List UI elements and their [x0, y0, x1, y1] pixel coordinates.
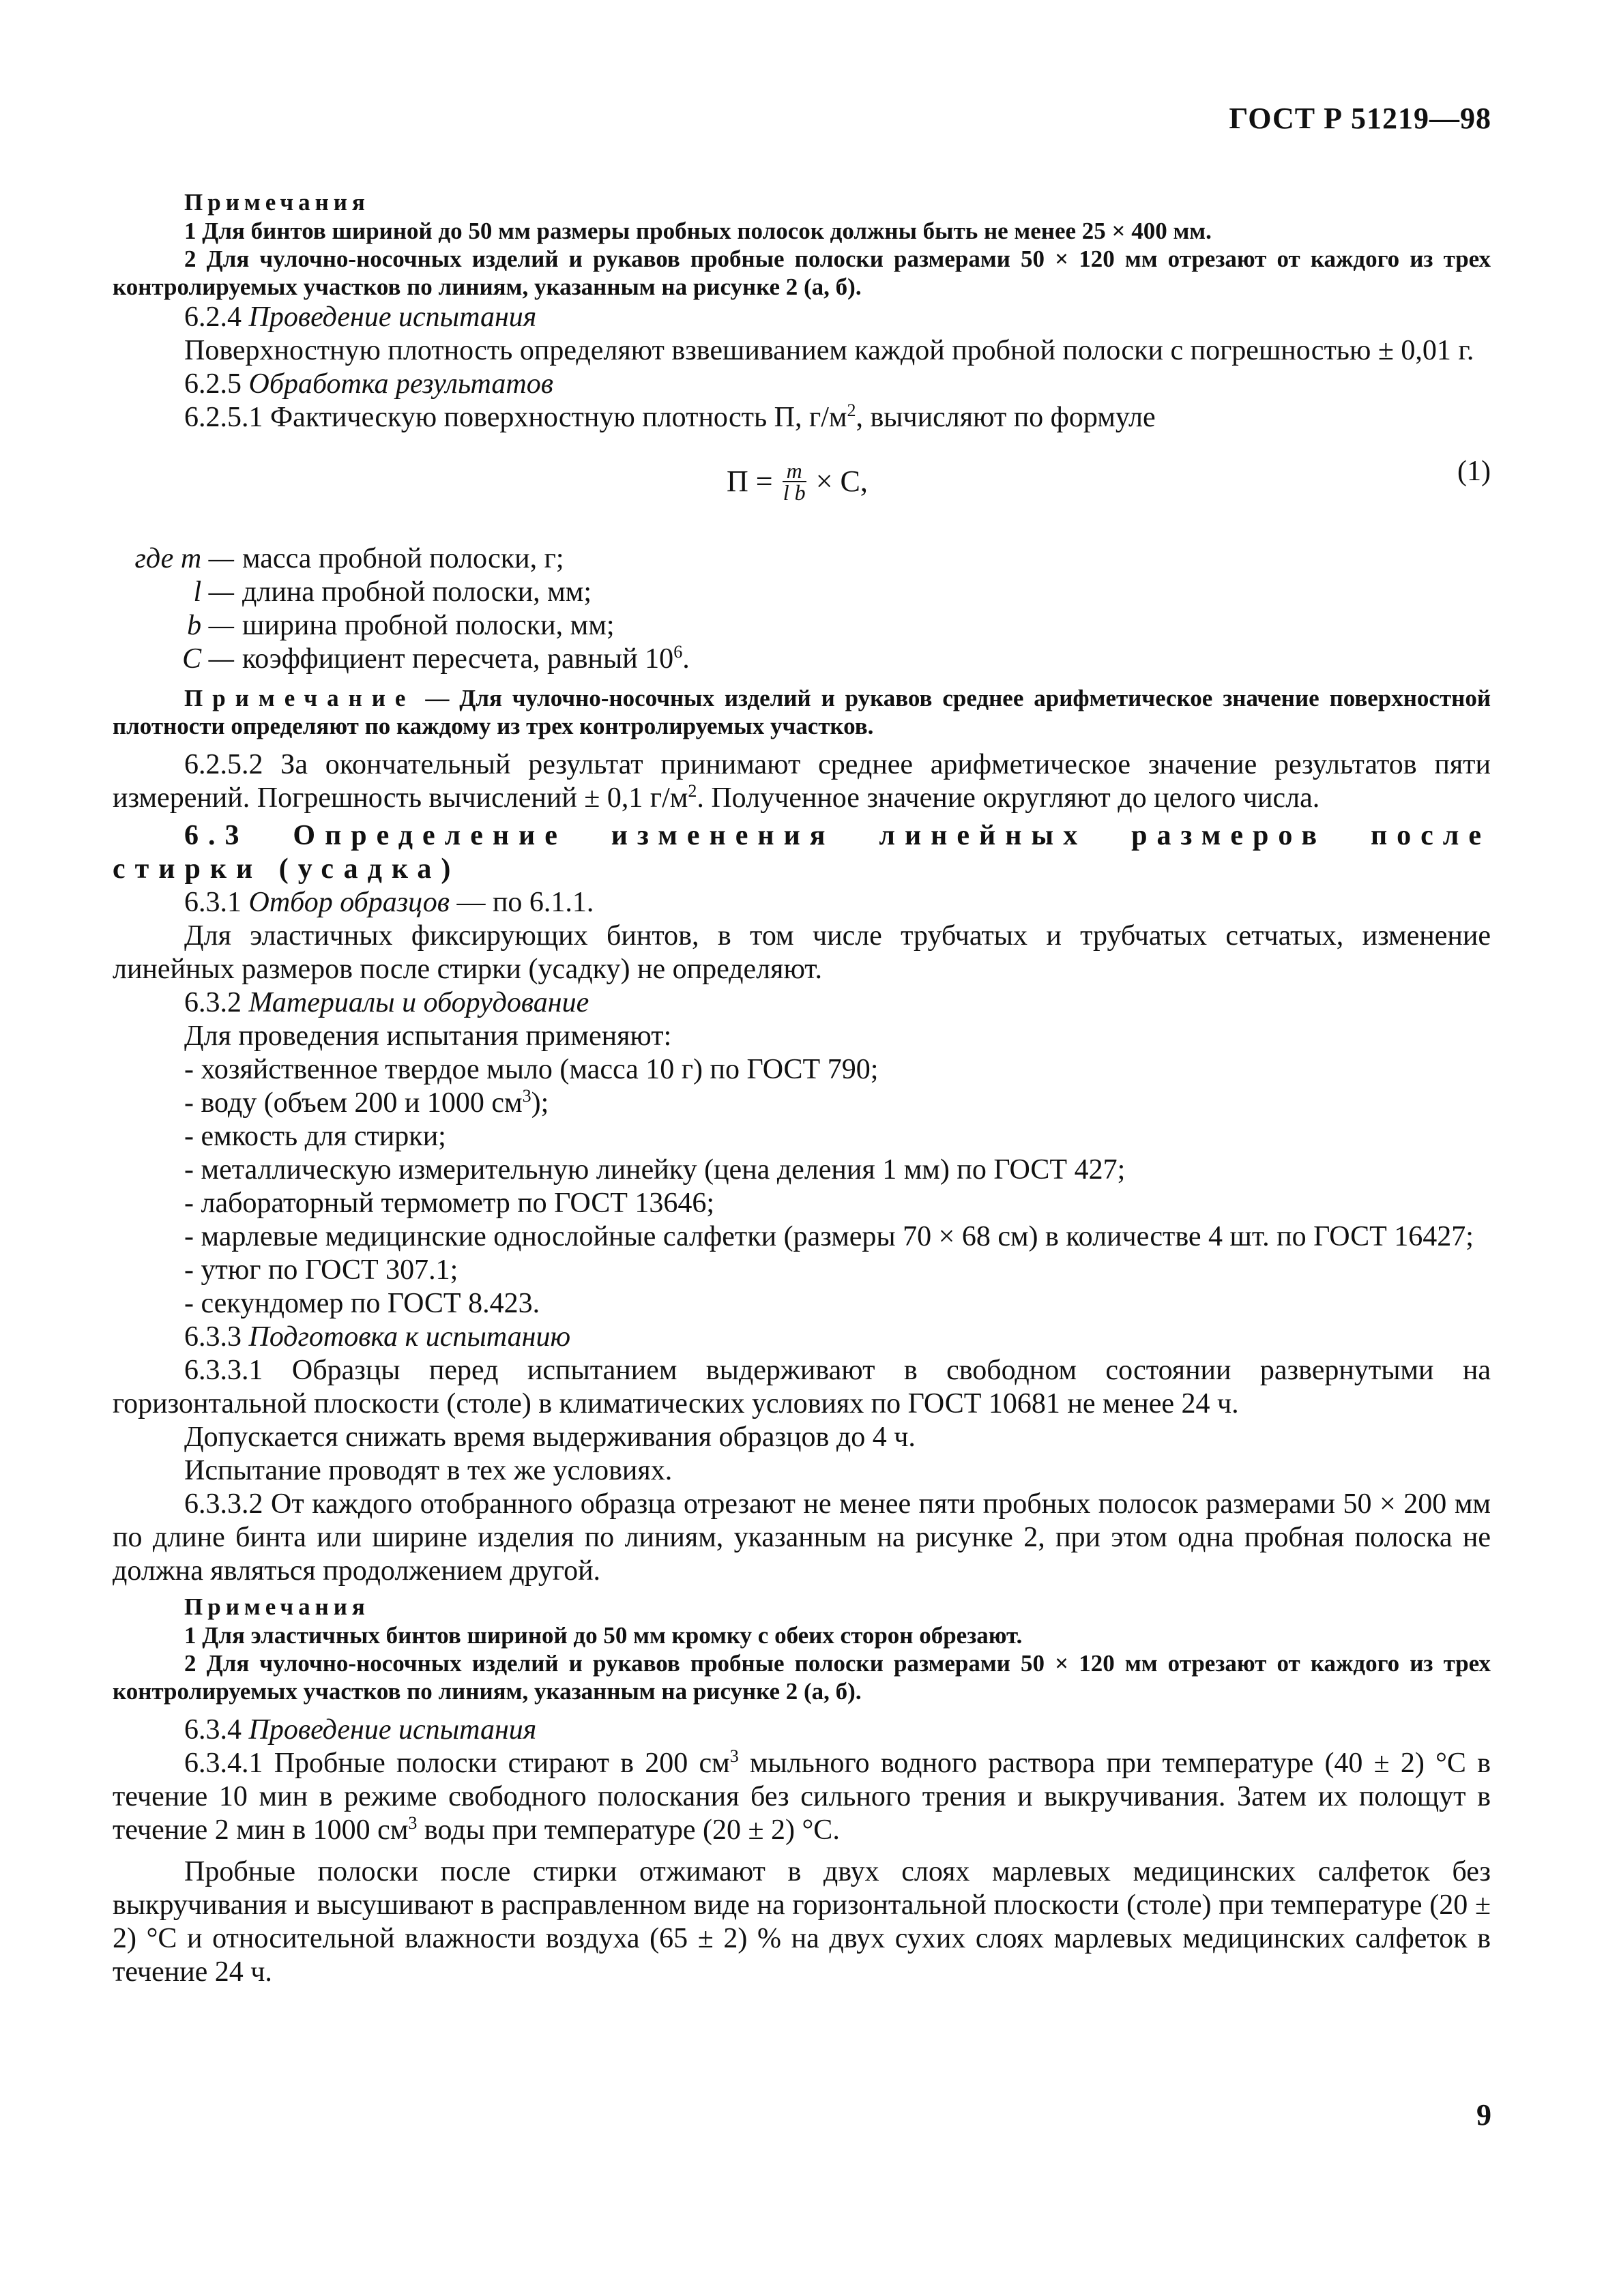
legend-row — [113, 542, 1491, 576]
list-item: - хозяйственное твердое мыло (масса 10 г) по ГОСТ 790; — [184, 1054, 879, 1085]
text-span: , вычисляют по формуле — [856, 402, 1156, 433]
formula-rhs: × C, — [815, 465, 868, 498]
section-title: Проведение испытания — [248, 1714, 537, 1746]
note-text: — Для чулочно-носочных изделий и рукавов среднее арифметическое значение поверхностной плотности определяют по каждому из трех контролируемых участков. — [113, 685, 1491, 739]
text-span: коэффициент пересчета, равный 10 — [242, 643, 674, 675]
section-title: Подготовка к испытанию — [248, 1321, 571, 1353]
formula-fraction — [783, 460, 806, 503]
list-item: - емкость для стирки; — [184, 1121, 446, 1152]
note-single — [113, 684, 1491, 740]
text-span: 6.2.5.1 Фактическую поверхностную плотность П, г/м — [184, 402, 847, 433]
legend-row — [113, 609, 1491, 643]
text-span: . Полученное значение округляют до целого числа. — [697, 782, 1320, 814]
section-number: 6.2.4 — [184, 301, 242, 333]
formula-expression — [727, 460, 868, 503]
section-6-3-3-heading — [113, 1321, 1491, 1354]
section-number: 6.3.1 — [184, 887, 242, 918]
paragraph-6-3-1: Для эластичных фиксирующих бинтов, в том числе трубчатых и трубчатых сетчатых, изменение линейных размеров после стирки (усадку) не определяют. — [113, 920, 1491, 985]
section-number: 6.2.5 — [184, 368, 242, 400]
legend-text: масса пробной полоски, г; — [242, 543, 564, 574]
section-number: 6.3.2 — [184, 987, 242, 1018]
list-item: - лабораторный термометр по ГОСТ 13646; — [184, 1188, 715, 1219]
list-item: - утюг по ГОСТ 307.1; — [184, 1254, 458, 1286]
superscript: 3 — [729, 1746, 739, 1766]
legend-text: ширина пробной полоски, мм; — [242, 610, 615, 641]
note-item-2: 2 Для чулочно-носочных изделий и рукавов пробные полоски размерами 50 × 120 мм отрезают от каждого из трех контролируемых участков по линиям, указанным на рисунке 2 (а, б). — [113, 246, 1491, 300]
note-item-1: 1 Для бинтов шириной до 50 мм размеры пробных полосок должны быть не менее 25 × 400 мм. — [184, 218, 1212, 244]
list-item: - секундомер по ГОСТ 8.423. — [184, 1288, 540, 1319]
section-title: Материалы и оборудование — [248, 987, 589, 1018]
paragraph: Испытание проводят в тех же условиях. — [184, 1455, 673, 1486]
paragraph-6-3-4-2: Пробные полоски после стирки отжимают в двух слоях марлевых медицинских салфеток без выкручивания и высушивают в расправленном виде на горизонтальной плоскости (столе) при температуре (20 ± 2) °С и относительной влажности воздуха (65 ± 2) % на двух сухих слоях марлевых медицинских салфеток в течение 24 ч. — [113, 1856, 1491, 1988]
document-body — [113, 188, 1491, 1989]
section-6-3-2-heading — [113, 986, 1491, 1020]
text-span: мыльного водного раствора при температуре (40 ± 2) °С в течение 10 мин в режиме свободного полоскания без сильного трения и выкручивания. Затем их полощут в течение 2 мин в 1000 см — [113, 1748, 1491, 1846]
formula-1 — [113, 448, 1491, 530]
formula-legend — [113, 542, 1491, 676]
page-number: 9 — [1476, 2098, 1491, 2132]
text-span: 6.2.5.2 За окончательный результат принимают среднее арифметическое значение результатов пяти измерений. Погрешность вычислений ± 0,1 г/м — [113, 749, 1491, 814]
superscript: 2 — [847, 400, 856, 420]
section-6-2-5-heading — [113, 368, 1491, 401]
formula-numerator: m — [783, 460, 806, 482]
note-item-1: 1 Для эластичных бинтов шириной до 50 мм кромку с обеих сторон обрезают. — [184, 1622, 1023, 1649]
paragraph-6-3-3-2: 6.3.3.2 От каждого отобранного образца отрезают не менее пяти пробных полосок размерами 50 × 200 мм по длине бинта или ширине изделия по линиям, указанным на рисунке 2, при этом одна пробная полоска не должна являться продолжением другой. — [113, 1488, 1491, 1587]
text-span: 6.3.4.1 Пробные полоски стирают в 200 см — [184, 1748, 730, 1779]
paragraph-6-3-4-1 — [113, 1747, 1491, 1847]
document-code-header: ГОСТ Р 51219—98 — [1229, 102, 1491, 135]
note-item-2: 2 Для чулочно-носочных изделий и рукавов пробные полоски размерами 50 × 120 мм отрезают от каждого из трех контролируемых участков по линиям, указанным на рисунке 2 (а, б). — [113, 1650, 1491, 1705]
legend-text: длина пробной полоски, мм; — [242, 576, 592, 608]
legend-symbol: l — — [193, 576, 234, 608]
paragraph: Допускается снижать время выдерживания образцов до 4 ч. — [184, 1422, 916, 1453]
paragraph-6-3-3-1: 6.3.3.1 Образцы перед испытанием выдерживают в свободном состоянии развернутыми на горизонтальной плоскости (столе) в климатических условиях по ГОСТ 10681 не менее 24 ч. — [113, 1355, 1491, 1419]
paragraph-6-2-4: Поверхностную плотность определяют взвешиванием каждой пробной полоски с погрешностью ± 0,01 г. — [184, 335, 1474, 366]
superscript: 3 — [522, 1086, 531, 1106]
note-heading: Примечания — [184, 189, 370, 216]
section-6-3-heading: 6.3 Определение изменения линейных размеров после стирки (усадка) — [113, 820, 1491, 885]
section-title: Обработка результатов — [248, 368, 553, 400]
section-6-2-4-heading — [113, 301, 1491, 334]
note-heading: Примечания — [184, 1593, 370, 1620]
legend-row — [113, 643, 1491, 676]
list-item — [113, 1087, 1491, 1120]
formula-lhs: П = — [727, 465, 773, 498]
text-span: ); — [531, 1087, 549, 1119]
section-tail: — по 6.1.1. — [449, 887, 594, 918]
superscript: 6 — [673, 642, 683, 662]
text-span: воды при температуре (20 ± 2) °С. — [417, 1814, 840, 1846]
paragraph-6-2-5-1 — [113, 401, 1491, 435]
list-item: - металлическую измерительную линейку (цена деления 1 мм) по ГОСТ 427; — [184, 1154, 1126, 1186]
section-title: Проведение испытания — [248, 301, 537, 333]
legend-row — [113, 576, 1491, 609]
legend-symbol: C — — [182, 643, 234, 675]
legend-symbol: b — — [187, 610, 234, 641]
formula-number: (1) — [1457, 456, 1491, 487]
legend-symbol: где m — — [134, 543, 234, 574]
section-6-3-4-heading — [113, 1713, 1491, 1747]
paragraph-6-2-5-2 — [113, 748, 1491, 815]
section-number: 6.3.4 — [184, 1714, 242, 1746]
note-lead: Примечание — [184, 685, 415, 711]
superscript: 2 — [688, 781, 697, 801]
legend-text: коэффициент пересчета, равный $10^6$. — [242, 642, 690, 675]
section-6-3-1-heading — [113, 886, 1491, 919]
section-title: Отбор образцов — [248, 887, 450, 918]
section-number: 6.3.3 — [184, 1321, 242, 1353]
paragraph-6-3-2: Для проведения испытания применяют: — [184, 1020, 672, 1052]
formula-denominator: l b — [783, 480, 806, 505]
text-span: - воду (объем 200 и 1000 см — [184, 1087, 523, 1119]
list-item: - марлевые медицинские однослойные салфетки (размеры 70 × 68 см) в количестве 4 шт. по ГОСТ 16427; — [184, 1221, 1474, 1252]
superscript: 3 — [408, 1813, 418, 1833]
